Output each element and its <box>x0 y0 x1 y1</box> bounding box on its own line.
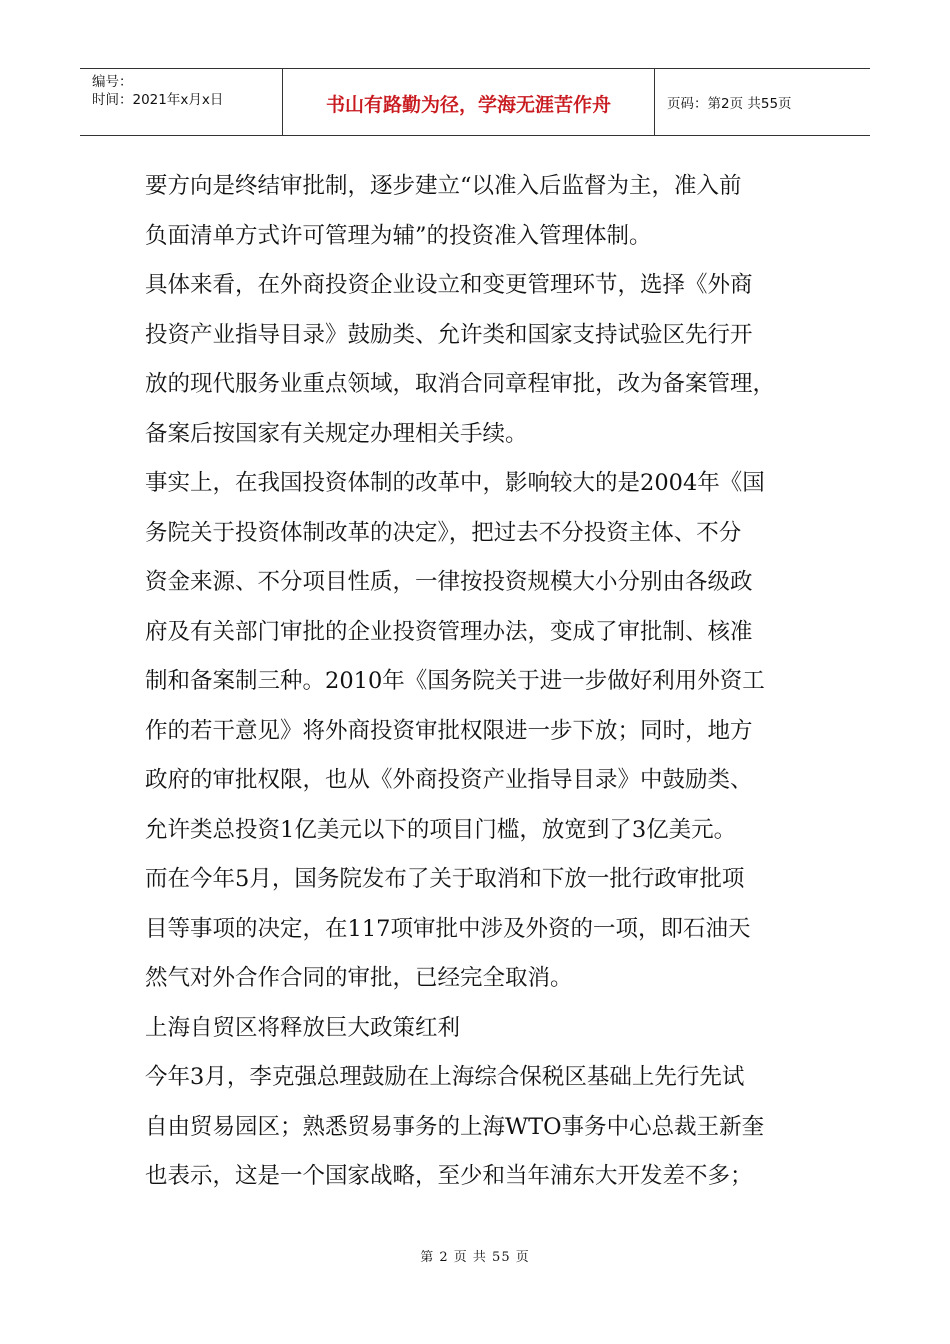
text-line: 制和备案制三种。2010年《国务院关于进一步做好利用外资工 <box>145 668 765 694</box>
section-heading: 上海自贸区将释放巨大政策红利 <box>145 1014 461 1041</box>
header-meta <box>80 69 283 135</box>
text-line: 也表示，这是一个国家战略，至少和当年浦东大开发差不多； <box>145 1163 753 1189</box>
text-line: 政府的审批权限，也从《外商投资产业指导目录》中鼓励类、 <box>145 767 753 793</box>
header-motto: 书山有路勤为径，学海无涯苦作舟 <box>283 69 655 135</box>
page-footer: 第 2 页 共 55 页 <box>420 1250 530 1265</box>
text-line: 今年3月，李克强总理鼓励在上海综合保税区基础上先行先试 <box>145 1064 745 1090</box>
text-line: 事实上，在我国投资体制的改革中，影响较大的是2004年《国 <box>145 470 765 496</box>
text-line: 投资产业指导目录》鼓励类、允许类和国家支持试验区先行开 <box>145 321 753 348</box>
body-text <box>145 162 835 1202</box>
page-header <box>80 68 870 136</box>
text-line: 自由贸易园区；熟悉贸易事务的上海WTO事务中心总裁王新奎 <box>145 1113 765 1140</box>
header-page-info: 页码：第2页 共55页 <box>667 96 792 112</box>
text-line: 目等事项的决定，在117项审批中涉及外资的一项，即石油天 <box>145 915 751 942</box>
text-line: 资金来源、不分项目性质，一律按投资规模大小分别由各级政 <box>145 569 753 595</box>
text-line: 放的现代服务业重点领域，取消合同章程审批，改为备案管理， <box>145 371 776 397</box>
text-line: 而在今年5月，国务院发布了关于取消和下放一批行政审批项 <box>145 866 745 892</box>
time-label: 时间：2021年x月x日 <box>92 92 224 108</box>
text-line: 备案后按国家有关规定办理相关手续。 <box>145 420 528 447</box>
text-line: 允许类总投资1亿美元以下的项目门槛，放宽到了3亿美元。 <box>145 816 737 843</box>
text-line: 具体来看，在外商投资企业设立和变更管理环节，选择《外商 <box>145 272 753 298</box>
number-label: 编号： <box>92 74 133 90</box>
text-line: 务院关于投资体制改革的决定》，把过去不分投资主体、不分 <box>145 519 742 546</box>
text-line: 然气对外合作合同的审批，已经完全取消。 <box>145 965 573 991</box>
text-line: 作的若干意见》将外商投资审批权限进一步下放；同时，地方 <box>145 717 753 744</box>
text-line: 负面清单方式许可管理为辅”的投资准入管理体制。 <box>145 222 652 249</box>
text-line: 要方向是终结审批制，逐步建立“以准入后监督为主，准入前 <box>145 173 742 199</box>
text-line: 府及有关部门审批的企业投资管理办法，变成了审批制、核准 <box>145 618 753 645</box>
